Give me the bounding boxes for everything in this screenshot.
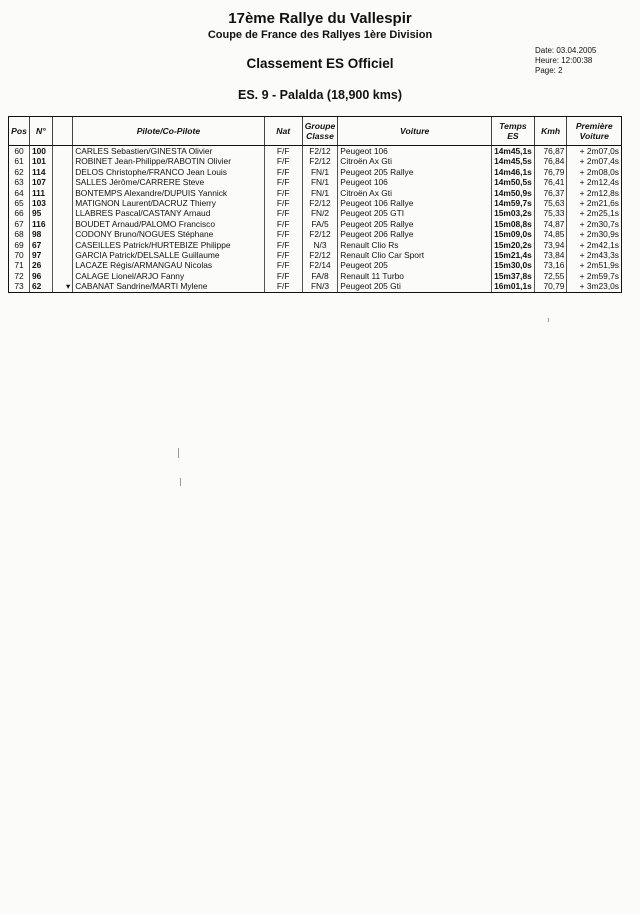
table-row: [9, 250, 622, 260]
table-row: [9, 167, 622, 177]
print-time: Heure: 12:00:38: [535, 56, 593, 65]
kmh-cell: 72,55: [534, 271, 567, 281]
mark-cell: [52, 271, 72, 281]
pilot-cell: GARCIA Patrick/DELSALLE Guillaume: [73, 250, 264, 260]
time-cell: 14m50,9s: [492, 188, 535, 198]
pilot-cell: CASEILLES Patrick/HURTEBIZE Philippe: [73, 240, 264, 250]
group-cell: FN/3: [302, 281, 338, 292]
header-time: [492, 117, 535, 146]
header-num: N°: [29, 117, 52, 146]
pilot-cell: CODONY Bruno/NOGUES Stéphane: [73, 229, 264, 239]
pos-cell: 67: [9, 219, 30, 229]
pilot-cell: CARLES Sebastien/GINESTA Olivier: [73, 146, 264, 157]
number-cell: 62: [29, 281, 52, 292]
pilot-cell: SALLES Jérôme/CARRERE Steve: [73, 177, 264, 187]
car-cell: Peugeot 205 Rallye: [338, 167, 492, 177]
car-cell: Peugeot 205: [338, 260, 492, 270]
time-cell: 14m59,7s: [492, 198, 535, 208]
pilot-cell: LACAZE Régis/ARMANGAU Nicolas: [73, 260, 264, 270]
nat-cell: F/F: [264, 208, 302, 218]
gap-cell: + 2m30,9s: [567, 229, 622, 239]
mark-cell: [52, 167, 72, 177]
table-row: [9, 188, 622, 198]
results-body: [9, 146, 622, 293]
nat-cell: F/F: [264, 250, 302, 260]
number-cell: 101: [29, 156, 52, 166]
number-cell: 111: [29, 188, 52, 198]
nat-cell: F/F: [264, 281, 302, 292]
car-cell: Peugeot 205 Gti: [338, 281, 492, 292]
kmh-cell: 73,94: [534, 240, 567, 250]
group-cell: FN/2: [302, 208, 338, 218]
mark-cell: ▾: [52, 281, 72, 292]
header-group-line1: Groupe: [304, 121, 336, 131]
car-cell: Peugeot 106: [338, 177, 492, 187]
pos-cell: 60: [9, 146, 30, 157]
mark-cell: [52, 188, 72, 198]
number-cell: 116: [29, 219, 52, 229]
nat-cell: F/F: [264, 229, 302, 239]
time-cell: 15m08,8s: [492, 219, 535, 229]
group-cell: F2/12: [302, 250, 338, 260]
group-cell: F2/12: [302, 156, 338, 166]
pos-cell: 73: [9, 281, 30, 292]
gap-cell: + 2m12,4s: [567, 177, 622, 187]
pos-cell: 72: [9, 271, 30, 281]
time-cell: 15m20,2s: [492, 240, 535, 250]
header-group-line2: Classe: [306, 131, 334, 141]
header-pos: Pos: [9, 117, 30, 146]
group-cell: FA/5: [302, 219, 338, 229]
pilot-cell: CALAGE Lionel/ARJO Fanny: [73, 271, 264, 281]
kmh-cell: 75,33: [534, 208, 567, 218]
kmh-cell: 70,79: [534, 281, 567, 292]
cup-subtitle: Coupe de France des Rallyes 1ère Division: [207, 29, 433, 41]
nat-cell: F/F: [264, 188, 302, 198]
pilot-cell: LLABRES Pascal/CASTANY Arnaud: [73, 208, 264, 218]
header-nat: Nat: [264, 117, 302, 146]
scan-speck: [548, 318, 549, 322]
kmh-cell: 76,37: [534, 188, 567, 198]
header-car: Voiture: [338, 117, 492, 146]
number-cell: 97: [29, 250, 52, 260]
pos-cell: 69: [9, 240, 30, 250]
group-cell: F2/12: [302, 146, 338, 157]
gap-cell: + 2m25,1s: [567, 208, 622, 218]
table-row: [9, 281, 622, 292]
header-gap-line1: Première: [575, 121, 613, 131]
kmh-cell: 74,85: [534, 229, 567, 239]
results-table: [8, 116, 622, 293]
gap-cell: + 2m42,1s: [567, 240, 622, 250]
nat-cell: F/F: [264, 177, 302, 187]
time-cell: 14m46,1s: [492, 167, 535, 177]
pos-cell: 66: [9, 208, 30, 218]
nat-cell: F/F: [264, 156, 302, 166]
pilot-cell: BOUDET Arnaud/PALOMO Francisco: [73, 219, 264, 229]
mark-cell: [52, 177, 72, 187]
number-cell: 103: [29, 198, 52, 208]
gap-cell: + 2m59,7s: [567, 271, 622, 281]
classification-title: Classement ES Officiel: [246, 56, 394, 71]
time-cell: 15m09,0s: [492, 229, 535, 239]
header-time-line2: ES: [507, 131, 519, 141]
time-cell: 14m45,5s: [492, 156, 535, 166]
table-header-row: [9, 117, 622, 146]
mark-cell: [52, 146, 72, 157]
car-cell: Peugeot 206 Rallye: [338, 229, 492, 239]
kmh-cell: 76,84: [534, 156, 567, 166]
table-row: [9, 240, 622, 250]
pos-cell: 64: [9, 188, 30, 198]
header-time-line1: Temps: [499, 121, 527, 131]
kmh-cell: 73,84: [534, 250, 567, 260]
time-cell: 15m21,4s: [492, 250, 535, 260]
number-cell: 96: [29, 271, 52, 281]
header-gap-line2: Voiture: [579, 131, 609, 141]
scan-speck: [180, 478, 181, 486]
nat-cell: F/F: [264, 167, 302, 177]
table-row: [9, 177, 622, 187]
mark-cell: [52, 208, 72, 218]
group-cell: FN/1: [302, 167, 338, 177]
kmh-cell: 76,41: [534, 177, 567, 187]
group-cell: FN/1: [302, 177, 338, 187]
mark-cell: [52, 260, 72, 270]
event-title: 17ème Rallye du Vallespir: [228, 10, 412, 27]
time-cell: 16m01,1s: [492, 281, 535, 292]
table-row: [9, 146, 622, 157]
mark-cell: [52, 198, 72, 208]
gap-cell: + 2m12,8s: [567, 188, 622, 198]
pos-cell: 70: [9, 250, 30, 260]
pos-cell: 61: [9, 156, 30, 166]
number-cell: 98: [29, 229, 52, 239]
header-mark: [52, 117, 72, 146]
gap-cell: + 2m08,0s: [567, 167, 622, 177]
nat-cell: F/F: [264, 240, 302, 250]
number-cell: 67: [29, 240, 52, 250]
nat-cell: F/F: [264, 198, 302, 208]
nat-cell: F/F: [264, 219, 302, 229]
gap-cell: + 3m23,0s: [567, 281, 622, 292]
car-cell: Renault Clio Rs: [338, 240, 492, 250]
time-cell: 15m30,0s: [492, 260, 535, 270]
mark-cell: [52, 250, 72, 260]
car-cell: Peugeot 205 Rallye: [338, 219, 492, 229]
time-cell: 15m37,8s: [492, 271, 535, 281]
header-gap: [567, 117, 622, 146]
nat-cell: F/F: [264, 260, 302, 270]
kmh-cell: 73,16: [534, 260, 567, 270]
car-cell: Peugeot 106 Rallye: [338, 198, 492, 208]
pilot-cell: BONTEMPS Alexandre/DUPUIS Yannick: [73, 188, 264, 198]
number-cell: 107: [29, 177, 52, 187]
gap-cell: + 2m51,9s: [567, 260, 622, 270]
pos-cell: 63: [9, 177, 30, 187]
scan-speck: [178, 448, 179, 458]
car-cell: Peugeot 205 GTI: [338, 208, 492, 218]
print-date: Date: 03.04.2005: [535, 46, 597, 55]
number-cell: 100: [29, 146, 52, 157]
kmh-cell: 74,87: [534, 219, 567, 229]
nat-cell: F/F: [264, 146, 302, 157]
pos-cell: 65: [9, 198, 30, 208]
group-cell: F2/12: [302, 229, 338, 239]
number-cell: 114: [29, 167, 52, 177]
print-meta: [535, 46, 596, 76]
table-row: [9, 208, 622, 218]
mark-cell: [52, 229, 72, 239]
pos-cell: 71: [9, 260, 30, 270]
car-cell: Peugeot 106: [338, 146, 492, 157]
nat-cell: F/F: [264, 271, 302, 281]
table-row: [9, 156, 622, 166]
time-cell: 14m45,1s: [492, 146, 535, 157]
group-cell: F2/14: [302, 260, 338, 270]
header-pilot: Pilote/Co-Pilote: [73, 117, 264, 146]
number-cell: 95: [29, 208, 52, 218]
car-cell: Renault Clio Car Sport: [338, 250, 492, 260]
car-cell: Renault 11 Turbo: [338, 271, 492, 281]
time-cell: 14m50,5s: [492, 177, 535, 187]
kmh-cell: 76,79: [534, 167, 567, 177]
gap-cell: + 2m21,6s: [567, 198, 622, 208]
pilot-cell: CABANAT Sandrine/MARTI Mylene: [73, 281, 264, 292]
car-cell: Citroën Ax Gti: [338, 156, 492, 166]
table-row: [9, 260, 622, 270]
gap-cell: + 2m07,4s: [567, 156, 622, 166]
group-cell: F2/12: [302, 198, 338, 208]
pilot-cell: ROBINET Jean-Philippe/RABOTIN Olivier: [73, 156, 264, 166]
group-cell: FN/1: [302, 188, 338, 198]
gap-cell: + 2m43,3s: [567, 250, 622, 260]
mark-cell: [52, 240, 72, 250]
header-kmh: Kmh: [534, 117, 567, 146]
pilot-cell: DELOS Christophe/FRANCO Jean Louis: [73, 167, 264, 177]
gap-cell: + 2m30,7s: [567, 219, 622, 229]
pos-cell: 68: [9, 229, 30, 239]
table-row: [9, 271, 622, 281]
mark-cell: [52, 219, 72, 229]
gap-cell: + 2m07,0s: [567, 146, 622, 157]
pilot-cell: MATIGNON Laurent/DACRUZ Thierry: [73, 198, 264, 208]
time-cell: 15m03,2s: [492, 208, 535, 218]
kmh-cell: 76,87: [534, 146, 567, 157]
car-cell: Citroën Ax Gti: [338, 188, 492, 198]
group-cell: N/3: [302, 240, 338, 250]
pos-cell: 62: [9, 167, 30, 177]
table-row: [9, 229, 622, 239]
page-number: Page: 2: [535, 66, 563, 75]
header-group: [302, 117, 338, 146]
mark-cell: [52, 156, 72, 166]
table-row: [9, 219, 622, 229]
stage-title: ES. 9 - Palalda (18,900 kms): [238, 88, 402, 102]
number-cell: 26: [29, 260, 52, 270]
group-cell: FA/8: [302, 271, 338, 281]
table-row: [9, 198, 622, 208]
kmh-cell: 75,63: [534, 198, 567, 208]
